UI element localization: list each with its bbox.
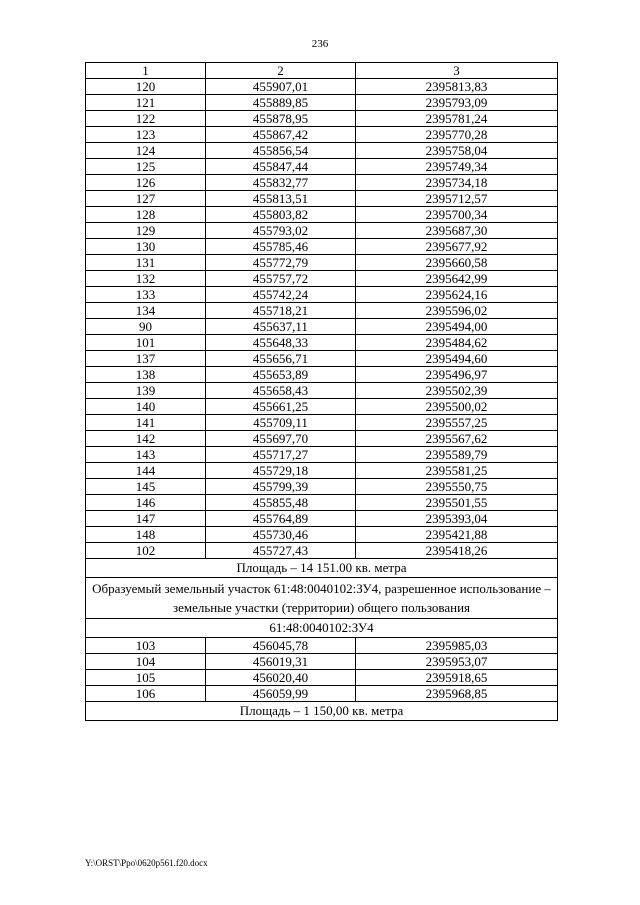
point-number-cell: 133	[86, 287, 206, 303]
y-coordinate-cell: 2395596,02	[356, 303, 558, 319]
x-coordinate-cell: 455648,33	[206, 335, 356, 351]
x-coordinate-cell: 455656,71	[206, 351, 356, 367]
x-coordinate-cell: 455757,72	[206, 271, 356, 287]
column-header-point: 1	[86, 63, 206, 79]
point-number-cell: 127	[86, 191, 206, 207]
y-coordinate-cell: 2395502,39	[356, 383, 558, 399]
x-coordinate-cell: 455718,21	[206, 303, 356, 319]
y-coordinate-cell: 2395494,00	[356, 319, 558, 335]
table-row	[86, 223, 558, 239]
point-number-cell: 122	[86, 111, 206, 127]
table-row	[86, 495, 558, 511]
point-number-cell: 126	[86, 175, 206, 191]
table-row	[86, 335, 558, 351]
x-coordinate-cell: 455907,01	[206, 79, 356, 95]
table-row	[86, 463, 558, 479]
y-coordinate-cell: 2395557,25	[356, 415, 558, 431]
table-row	[86, 79, 558, 95]
x-coordinate-cell: 455813,51	[206, 191, 356, 207]
point-number-cell: 140	[86, 399, 206, 415]
table-row	[86, 111, 558, 127]
point-number-cell: 148	[86, 527, 206, 543]
table-row	[86, 287, 558, 303]
table-row	[86, 415, 558, 431]
y-coordinate-cell: 2395501,55	[356, 495, 558, 511]
column-header-y: 3	[356, 63, 558, 79]
y-coordinate-cell: 2395687,30	[356, 223, 558, 239]
y-coordinate-cell: 2395500,02	[356, 399, 558, 415]
x-coordinate-cell: 455742,24	[206, 287, 356, 303]
coordinates-table	[85, 62, 558, 721]
x-coordinate-cell: 455803,82	[206, 207, 356, 223]
table-row	[86, 399, 558, 415]
x-coordinate-cell: 455867,42	[206, 127, 356, 143]
y-coordinate-cell: 2395793,09	[356, 95, 558, 111]
x-coordinate-cell: 455729,18	[206, 463, 356, 479]
point-number-cell: 102	[86, 543, 206, 559]
point-number-cell: 142	[86, 431, 206, 447]
x-coordinate-cell: 455855,48	[206, 495, 356, 511]
point-number-cell: 90	[86, 319, 206, 335]
table-row	[86, 367, 558, 383]
y-coordinate-cell: 2395712,57	[356, 191, 558, 207]
table-row	[86, 511, 558, 527]
x-coordinate-cell: 455799,39	[206, 479, 356, 495]
area-summary: Площадь – 14 151.00 кв. метра	[86, 559, 558, 578]
x-coordinate-cell: 455889,85	[206, 95, 356, 111]
table-row	[86, 638, 558, 654]
section-id: 61:48:0040102:ЗУ4	[86, 619, 558, 638]
section-title: Образуемый земельный участок 61:48:0040102:ЗУ4, разрешенное использование – земельные участки (территории) общего пользования	[86, 578, 558, 619]
x-coordinate-cell: 455772,79	[206, 255, 356, 271]
point-number-cell: 134	[86, 303, 206, 319]
point-number-cell: 146	[86, 495, 206, 511]
y-coordinate-cell: 2395781,24	[356, 111, 558, 127]
y-coordinate-cell: 2395968,85	[356, 686, 558, 702]
table-row	[86, 654, 558, 670]
page-number: 236	[311, 38, 329, 50]
column-header-x: 2	[206, 63, 356, 79]
x-coordinate-cell: 455847,44	[206, 159, 356, 175]
table-row	[86, 670, 558, 686]
table-header-row	[86, 63, 558, 79]
y-coordinate-cell: 2395550,75	[356, 479, 558, 495]
y-coordinate-cell: 2395393,04	[356, 511, 558, 527]
table-row	[86, 255, 558, 271]
table-row	[86, 543, 558, 559]
file-path-footer: Y:\ORST\Ppo\0620p561.f20.docx	[85, 858, 208, 868]
point-number-cell: 137	[86, 351, 206, 367]
y-coordinate-cell: 2395589,79	[356, 447, 558, 463]
point-number-cell: 132	[86, 271, 206, 287]
point-number-cell: 129	[86, 223, 206, 239]
table-row	[86, 479, 558, 495]
table-row	[86, 431, 558, 447]
y-coordinate-cell: 2395758,04	[356, 143, 558, 159]
x-coordinate-cell: 456020,40	[206, 670, 356, 686]
point-number-cell: 130	[86, 239, 206, 255]
point-number-cell: 124	[86, 143, 206, 159]
point-number-cell: 147	[86, 511, 206, 527]
x-coordinate-cell: 455727,43	[206, 543, 356, 559]
x-coordinate-cell: 455730,46	[206, 527, 356, 543]
x-coordinate-cell: 455658,43	[206, 383, 356, 399]
table-row	[86, 383, 558, 399]
point-number-cell: 103	[86, 638, 206, 654]
table-row	[86, 319, 558, 335]
point-number-cell: 141	[86, 415, 206, 431]
table-row	[86, 175, 558, 191]
table-row	[86, 351, 558, 367]
table-row	[86, 143, 558, 159]
point-number-cell: 138	[86, 367, 206, 383]
x-coordinate-cell: 455832,77	[206, 175, 356, 191]
y-coordinate-cell: 2395496,97	[356, 367, 558, 383]
table-row	[86, 239, 558, 255]
table-row	[86, 127, 558, 143]
point-number-cell: 145	[86, 479, 206, 495]
point-number-cell: 104	[86, 654, 206, 670]
y-coordinate-cell: 2395418,26	[356, 543, 558, 559]
y-coordinate-cell: 2395700,34	[356, 207, 558, 223]
point-number-cell: 123	[86, 127, 206, 143]
point-number-cell: 125	[86, 159, 206, 175]
section-title-row	[86, 578, 558, 619]
point-number-cell: 105	[86, 670, 206, 686]
table-row	[86, 447, 558, 463]
x-coordinate-cell: 456019,31	[206, 654, 356, 670]
x-coordinate-cell: 455661,25	[206, 399, 356, 415]
x-coordinate-cell: 455637,11	[206, 319, 356, 335]
y-coordinate-cell: 2395677,92	[356, 239, 558, 255]
x-coordinate-cell: 455697,70	[206, 431, 356, 447]
y-coordinate-cell: 2395953,07	[356, 654, 558, 670]
x-coordinate-cell: 456045,78	[206, 638, 356, 654]
y-coordinate-cell: 2395813,83	[356, 79, 558, 95]
y-coordinate-cell: 2395660,58	[356, 255, 558, 271]
y-coordinate-cell: 2395484,62	[356, 335, 558, 351]
y-coordinate-cell: 2395494,60	[356, 351, 558, 367]
point-number-cell: 101	[86, 335, 206, 351]
point-number-cell: 128	[86, 207, 206, 223]
point-number-cell: 120	[86, 79, 206, 95]
table-row	[86, 527, 558, 543]
y-coordinate-cell: 2395567,62	[356, 431, 558, 447]
area-summary-row	[86, 559, 558, 578]
y-coordinate-cell: 2395581,25	[356, 463, 558, 479]
point-number-cell: 143	[86, 447, 206, 463]
y-coordinate-cell: 2395985,03	[356, 638, 558, 654]
point-number-cell: 106	[86, 686, 206, 702]
y-coordinate-cell: 2395624,16	[356, 287, 558, 303]
area-summary-row	[86, 702, 558, 721]
y-coordinate-cell: 2395770,28	[356, 127, 558, 143]
table-row	[86, 303, 558, 319]
table-row	[86, 686, 558, 702]
point-number-cell: 139	[86, 383, 206, 399]
x-coordinate-cell: 455856,54	[206, 143, 356, 159]
x-coordinate-cell: 455709,11	[206, 415, 356, 431]
table-row	[86, 159, 558, 175]
section-id-row	[86, 619, 558, 638]
point-number-cell: 144	[86, 463, 206, 479]
x-coordinate-cell: 456059,99	[206, 686, 356, 702]
x-coordinate-cell: 455793,02	[206, 223, 356, 239]
point-number-cell: 131	[86, 255, 206, 271]
y-coordinate-cell: 2395734,18	[356, 175, 558, 191]
table-row	[86, 271, 558, 287]
y-coordinate-cell: 2395642,99	[356, 271, 558, 287]
y-coordinate-cell: 2395749,34	[356, 159, 558, 175]
table-row	[86, 207, 558, 223]
y-coordinate-cell: 2395421,88	[356, 527, 558, 543]
x-coordinate-cell: 455764,89	[206, 511, 356, 527]
table-row	[86, 95, 558, 111]
area-summary: Площадь – 1 150,00 кв. метра	[86, 702, 558, 721]
point-number-cell: 121	[86, 95, 206, 111]
x-coordinate-cell: 455653,89	[206, 367, 356, 383]
table-row	[86, 191, 558, 207]
x-coordinate-cell: 455717,27	[206, 447, 356, 463]
x-coordinate-cell: 455878,95	[206, 111, 356, 127]
y-coordinate-cell: 2395918,65	[356, 670, 558, 686]
x-coordinate-cell: 455785,46	[206, 239, 356, 255]
